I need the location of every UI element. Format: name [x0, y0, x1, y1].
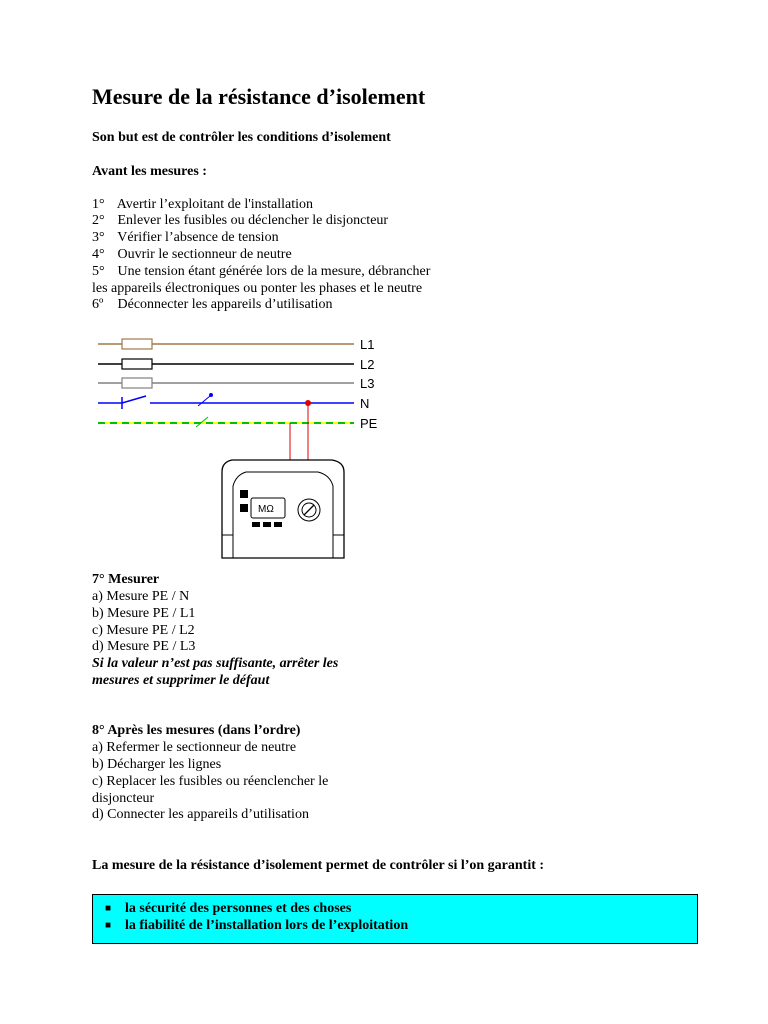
label-l1: L1	[360, 337, 375, 352]
list-item: c) Replacer les fusibles ou réenclencher le	[92, 774, 329, 789]
step-number: 4°	[92, 247, 105, 262]
measure-heading: 7° Mesurer	[92, 572, 160, 587]
list-item-continuation: disjoncteur	[92, 791, 155, 806]
fuse-l2-icon	[122, 359, 152, 369]
step-text: Vérifier l’absence de tension	[117, 230, 279, 245]
list-item: d) Mesure PE / L3	[92, 639, 196, 654]
neutral-switch-blade	[122, 396, 146, 403]
step-text: Une tension étant générée lors de la mesure, débrancher	[117, 264, 431, 279]
list-item: a) Refermer le sectionneur de neutre	[92, 740, 297, 755]
list-item: d) Connecter les appareils d’utilisation	[92, 807, 309, 822]
list-item: a) Mesure PE / N	[92, 589, 190, 604]
step-text: Avertir l’exploitant de l'installation	[116, 197, 314, 212]
probe-contact-n	[305, 400, 311, 406]
label-pe: PE	[360, 416, 378, 431]
list-item: b) Mesure PE / L1	[92, 606, 196, 621]
warning-text: Si la valeur n’est pas suffisante, arrêter les	[92, 656, 339, 671]
step-text: les appareils électroniques ou ponter les phases et le neutre	[92, 281, 423, 296]
meter-display: MΩ	[258, 504, 274, 515]
step-text: Ouvrir le sectionneur de neutre	[117, 247, 292, 262]
list-item: c) Mesure PE / L2	[92, 623, 195, 638]
conclusion-text: La mesure de la résistance d’isolement permet de contrôler si l’on garantit :	[92, 858, 545, 873]
list-item: b) Décharger les lignes	[92, 757, 222, 772]
list-item	[105, 918, 408, 934]
guarantees-box	[92, 894, 698, 944]
square-bullet-icon: ■	[105, 903, 112, 914]
step-number: 3°	[92, 230, 105, 245]
pen-mark-icon	[198, 396, 210, 406]
megohmmeter-icon	[222, 460, 344, 558]
after-heading: 8° Après les mesures (dans l’ordre)	[92, 723, 301, 738]
fuse-l3-icon	[122, 378, 152, 388]
step-number: 1°	[92, 197, 105, 212]
label-l3: L3	[360, 376, 375, 391]
list-item	[92, 263, 430, 280]
guarantee-text: la sécurité des personnes et des choses	[125, 901, 352, 916]
wiring-diagram	[92, 330, 392, 566]
list-item	[92, 296, 332, 313]
step-number: 5°	[92, 264, 105, 279]
list-item	[105, 901, 351, 917]
purpose-text: Son but est de contrôler les conditions d’isolement	[92, 130, 391, 145]
list-item-continuation	[92, 280, 422, 297]
fuse-l1-icon	[122, 339, 152, 349]
label-n: N	[360, 396, 370, 411]
list-item	[92, 212, 388, 229]
pen-mark-dot	[209, 393, 213, 397]
label-l2: L2	[360, 357, 375, 372]
list-item	[92, 246, 292, 263]
before-heading: Avant les mesures :	[92, 164, 207, 179]
square-bullet-icon: ■	[105, 920, 112, 931]
list-item	[92, 229, 279, 246]
guarantee-text: la fiabilité de l’installation lors de l’exploitation	[125, 918, 409, 933]
warning-text: mesures et supprimer le défaut	[92, 673, 270, 688]
step-text: Enlever les fusibles ou déclencher le disjoncteur	[117, 213, 389, 228]
step-number: 2°	[92, 213, 105, 228]
step-text: Déconnecter les appareils d’utilisation	[117, 297, 333, 312]
page-title: Mesure de la résistance d’isolement	[92, 84, 426, 109]
step-number: 6º	[92, 297, 104, 312]
list-item	[92, 196, 313, 213]
